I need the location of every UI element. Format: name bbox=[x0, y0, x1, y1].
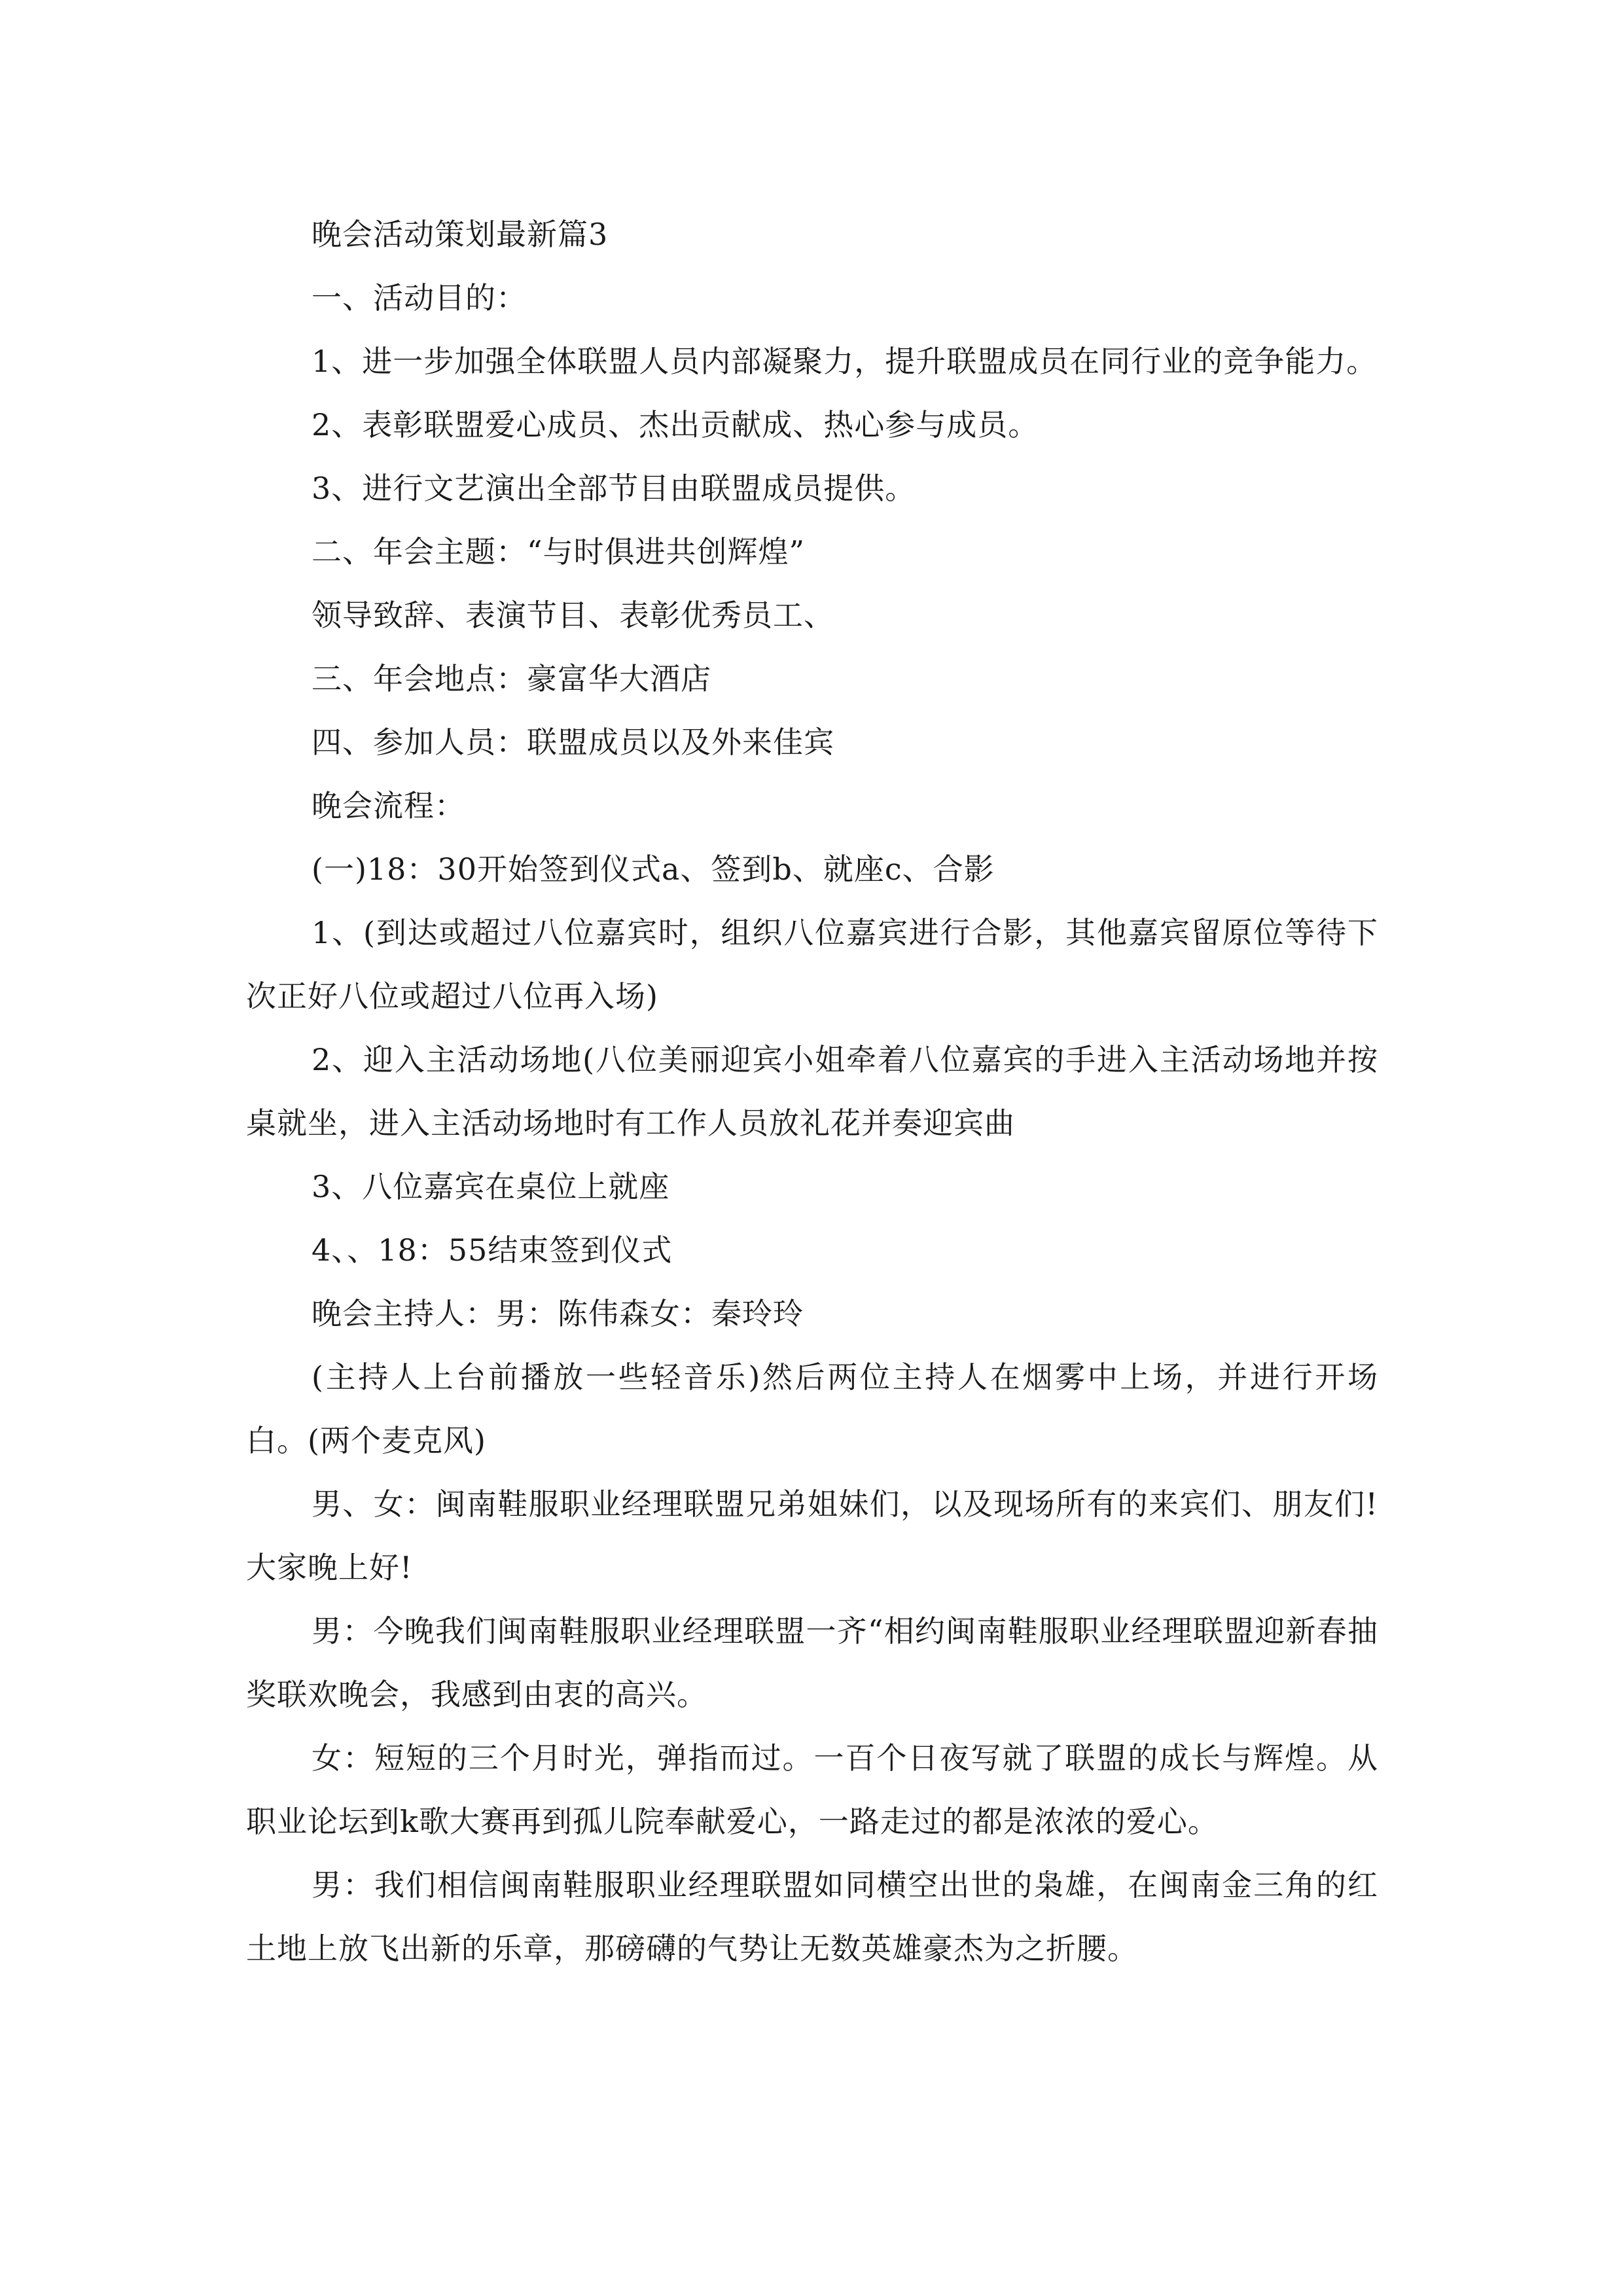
paragraph: 晚会主持人：男：陈伟森女：秦玲玲 bbox=[312, 1296, 804, 1331]
paragraph: 2、迎入主活动场地(八位美丽迎宾小姐牵着八位嘉宾的手进入主活动场地并按桌就坐，进入主活动场地时有工作人员放礼花并奏迎宾曲 bbox=[246, 1042, 1378, 1141]
section-heading-goal: 一、活动目的： bbox=[312, 280, 527, 315]
paragraph: 女：短短的三个月时光，弹指而过。一百个日夜写就了联盟的成长与辉煌。从职业论坛到k歌大赛再到孤儿院奉献爱心，一路走过的都是浓浓的爱心。 bbox=[246, 1740, 1378, 1839]
document-page bbox=[246, 203, 1378, 1981]
paragraph: 3、进行文艺演出全部节目由联盟成员提供。 bbox=[312, 471, 916, 506]
paragraph: 1、进一步加强全体联盟人员内部凝聚力，提升联盟成员在同行业的竞争能力。 bbox=[312, 344, 1378, 379]
paragraph: 领导致辞、表演节目、表彰优秀员工、 bbox=[312, 598, 834, 633]
paragraph: 4、、18：55结束签到仪式 bbox=[312, 1232, 673, 1268]
section-heading-attendees: 四、参加人员：联盟成员以及外来佳宾 bbox=[312, 725, 834, 760]
paragraph: 男：今晚我们闽南鞋服职业经理联盟一齐“相约闽南鞋服职业经理联盟迎新春抽奖联欢晚会，我感到由衷的高兴。 bbox=[246, 1613, 1378, 1712]
paragraph: 男：我们相信闽南鞋服职业经理联盟如同横空出世的枭雄，在闽南金三角的红土地上放飞出新的乐章，那磅礴的气势让无数英雄豪杰为之折腰。 bbox=[246, 1867, 1378, 1966]
paragraph: 1、(到达或超过八位嘉宾时，组织八位嘉宾进行合影，其他嘉宾留原位等待下次正好八位或超过八位再入场) bbox=[246, 915, 1378, 1014]
paragraph: 2、表彰联盟爱心成员、杰出贡献成、热心参与成员。 bbox=[312, 407, 1039, 442]
section-heading-venue: 三、年会地点：豪富华大酒店 bbox=[312, 661, 711, 696]
paragraph: 男、女：闽南鞋服职业经理联盟兄弟姐妹们，以及现场所有的来宾们、朋友们!大家晚上好! bbox=[246, 1486, 1378, 1585]
paragraph: (一)18：30开始签到仪式a、签到b、就座c、合影 bbox=[312, 852, 995, 887]
paragraph: 3、八位嘉宾在桌位上就座 bbox=[312, 1169, 670, 1204]
paragraph: (主持人上台前播放一些轻音乐)然后两位主持人在烟雾中上场，并进行开场白。(两个麦克风) bbox=[246, 1359, 1378, 1458]
doc-title: 晚会活动策划最新篇3 bbox=[312, 217, 609, 252]
section-heading-flow: 晚会流程： bbox=[312, 788, 465, 823]
section-heading-theme: 二、年会主题：“与时俱进共创辉煌” bbox=[312, 534, 806, 569]
